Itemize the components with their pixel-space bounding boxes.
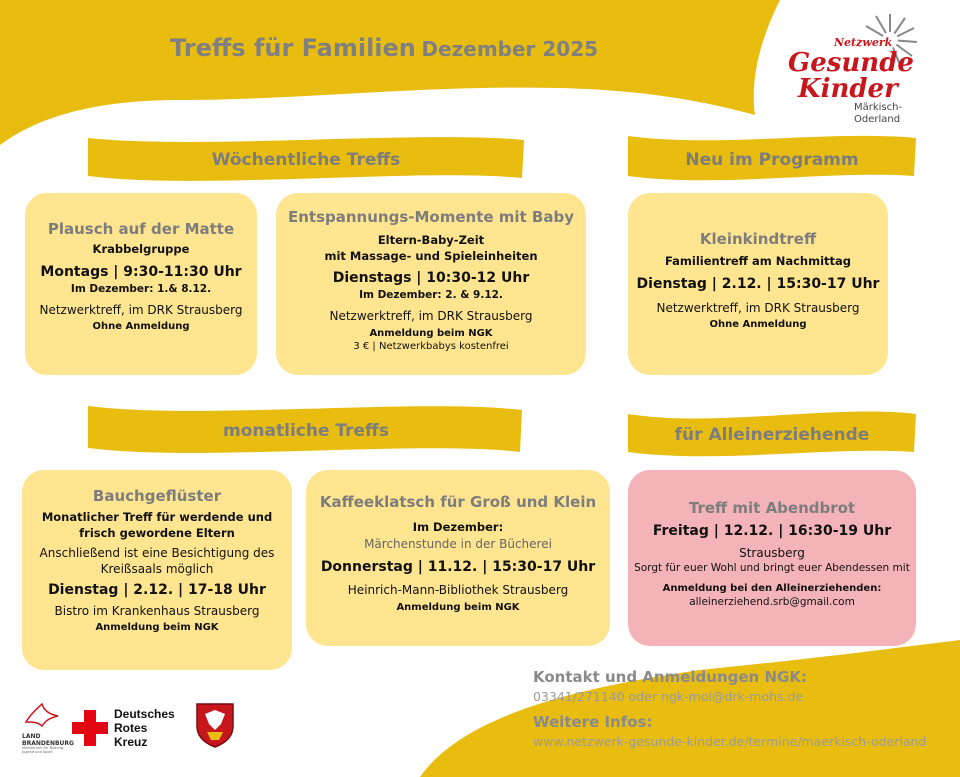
eagle-icon bbox=[22, 702, 62, 730]
drk-line-3: Kreuz bbox=[114, 734, 148, 749]
card-note: Ohne Anmeldung bbox=[709, 318, 807, 330]
more-info-heading: Weitere Infos: bbox=[533, 713, 653, 731]
card-kaffee bbox=[306, 470, 610, 646]
logo-region-1: Märkisch- bbox=[854, 102, 903, 113]
card-theme: Märchenstunde in der Bücherei bbox=[364, 536, 552, 551]
card-subtitle-1: Eltern-Baby-Zeit bbox=[377, 233, 485, 248]
brandenburg-line-1: LAND bbox=[22, 733, 41, 740]
card-info: Sorgt für euer Wohl und bringt euer Abendessen mit bbox=[634, 562, 910, 575]
drk-line-2: Rotes bbox=[114, 720, 148, 735]
brandenburg-line-2: BRANDENBURG bbox=[22, 739, 74, 747]
card-subtitle: Im Dezember: bbox=[412, 520, 504, 535]
card-note: Anmeldung beim NGK bbox=[95, 621, 219, 633]
card-note: Anmeldung beim NGK bbox=[369, 327, 493, 339]
section-single: für Alleinerziehende bbox=[674, 425, 870, 445]
card-note: Anmeldung bei den Alleinerziehenden: bbox=[662, 582, 882, 594]
card-subtitle-2: frisch gewordene Eltern bbox=[79, 525, 235, 540]
shield-icon bbox=[195, 702, 235, 748]
card-dates: Im Dezember: 1.& 8.12. bbox=[70, 282, 212, 295]
card-note: Anmeldung beim NGK bbox=[396, 602, 520, 614]
red-cross-icon bbox=[72, 710, 108, 746]
card-price: 3 € | Netzwerkbabys kostenfrei bbox=[353, 341, 509, 353]
drk-line-1: Deutsches bbox=[114, 707, 175, 721]
netzwerk-logo bbox=[782, 8, 952, 128]
card-kleinkind bbox=[628, 193, 888, 375]
contact-line[interactable]: 03341/271140 oder ngk-mol@drk-mohs.de bbox=[533, 689, 804, 704]
card-abendbrot bbox=[628, 470, 916, 646]
card-time: Freitag | 12.12. | 16:30-19 Uhr bbox=[652, 523, 892, 540]
contact-block bbox=[533, 668, 953, 749]
brandenburg-line-3: Ministerium für Bildung, Jugend und Sport bbox=[22, 746, 65, 755]
logo-region-2: Oderland bbox=[854, 114, 901, 125]
title-main: Treffs für Familien bbox=[170, 34, 416, 62]
coat-of-arms bbox=[195, 702, 235, 748]
card-dates: Im Dezember: 2. & 9.12. bbox=[359, 289, 503, 302]
card-title: Kleinkindtreff bbox=[699, 230, 817, 248]
logo-line2: Kinder bbox=[798, 74, 898, 104]
card-place: Bistro im Krankenhaus Strausberg bbox=[54, 603, 260, 618]
card-title: Bauchgeflüster bbox=[92, 487, 222, 505]
card-baby bbox=[276, 193, 586, 375]
page-title bbox=[170, 34, 598, 62]
card-title: Entspannungs-Momente mit Baby bbox=[287, 208, 574, 226]
brandenburg-logo bbox=[22, 702, 74, 762]
card-time: Montags | 9:30-11:30 Uhr bbox=[40, 263, 242, 280]
card-place: Netzwerktreff, im DRK Strausberg bbox=[39, 302, 243, 317]
card-matte bbox=[25, 193, 257, 375]
card-subtitle: Familientreff am Nachmittag bbox=[664, 254, 852, 269]
card-email[interactable]: alleinerziehend.srb@gmail.com bbox=[689, 596, 855, 608]
card-place: Strausberg bbox=[739, 546, 805, 561]
card-time: Donnerstag | 11.12. | 15:30-17 Uhr bbox=[320, 558, 596, 575]
logo-region bbox=[854, 102, 902, 126]
card-place: Netzwerktreff, im DRK Strausberg bbox=[329, 309, 533, 324]
card-info-2: Kreißsaals möglich bbox=[100, 562, 214, 577]
title-date: Dezember 2025 bbox=[421, 37, 599, 61]
drk-logo bbox=[72, 708, 192, 750]
card-title: Plausch auf der Matte bbox=[47, 220, 235, 238]
card-time: Dienstag | 2.12. | 17-18 Uhr bbox=[48, 581, 266, 598]
section-new: Neu im Programm bbox=[685, 150, 859, 170]
card-subtitle-1: Monatlicher Treff für werdende und bbox=[41, 510, 273, 525]
card-subtitle-2: mit Massage- und Spieleinheiten bbox=[324, 248, 538, 263]
card-place: Heinrich-Mann-Bibliothek Strausberg bbox=[347, 582, 569, 597]
card-time: Dienstags | 10:30-12 Uhr bbox=[332, 270, 530, 287]
card-subtitle: Krabbelgruppe bbox=[92, 242, 190, 257]
logo-line1: Gesunde bbox=[788, 48, 914, 78]
card-place: Netzwerktreff, im DRK Strausberg bbox=[656, 300, 860, 315]
card-info-1: Anschließend ist eine Besichtigung des bbox=[39, 546, 275, 561]
card-note: Ohne Anmeldung bbox=[92, 321, 190, 333]
card-title: Kaffeeklatsch für Groß und Klein bbox=[319, 493, 597, 511]
card-title: Treff mit Abendbrot bbox=[688, 499, 856, 517]
card-bauch bbox=[22, 470, 292, 670]
logo-top-text: Netzwerk bbox=[834, 36, 893, 49]
contact-heading: Kontakt und Anmeldungen NGK: bbox=[533, 668, 807, 686]
more-info-url[interactable]: www.netzwerk-gesunde-kinder.de/termine/maerkisch-oderland bbox=[533, 734, 927, 749]
section-weekly: Wöchentliche Treffs bbox=[211, 150, 401, 170]
card-time: Dienstag | 2.12. | 15:30-17 Uhr bbox=[636, 275, 880, 292]
section-monthly: monatliche Treffs bbox=[223, 421, 389, 441]
